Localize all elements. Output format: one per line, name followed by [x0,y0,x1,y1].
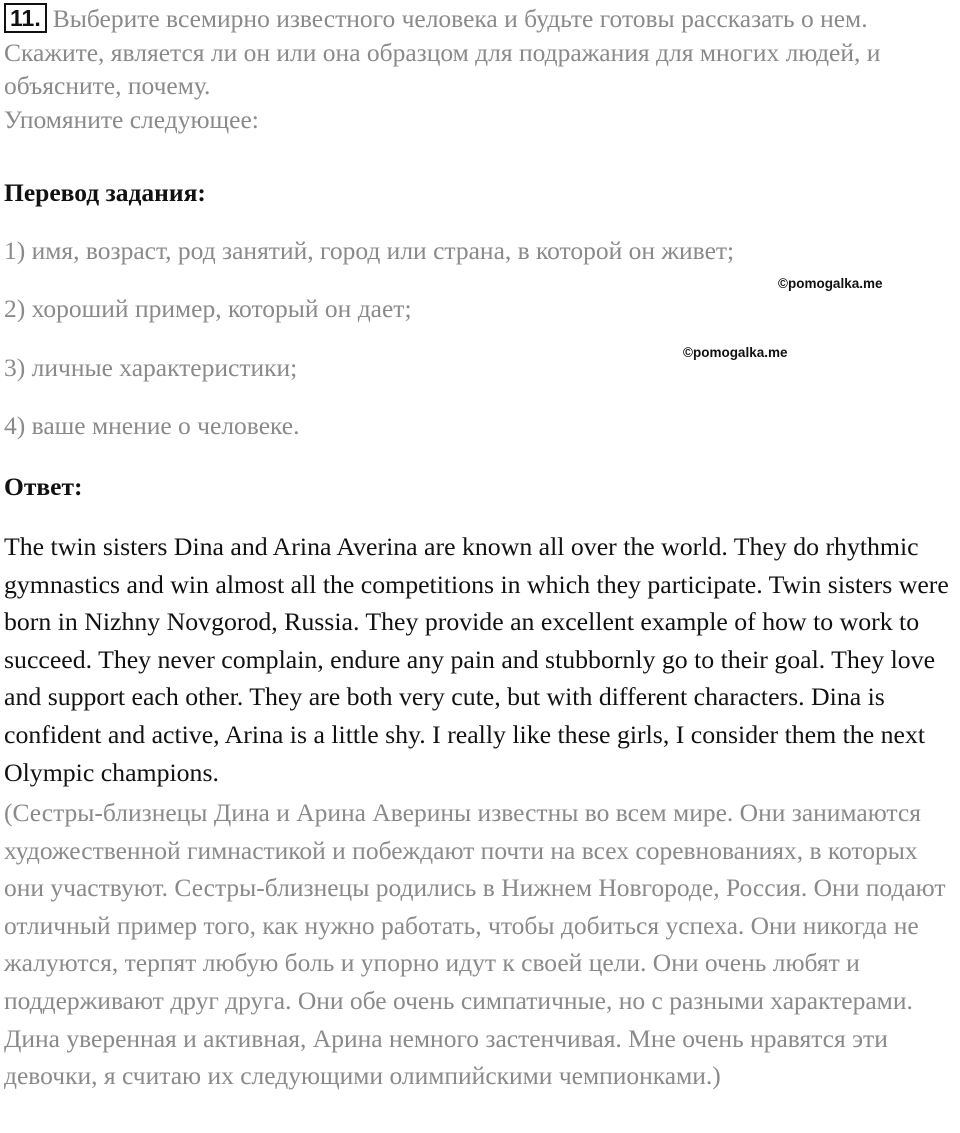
list-item: 4) ваше мнение о человеке. [4,411,300,440]
list-item: 3) личные характеристики; [4,353,298,382]
list-item: 1) имя, возраст, род занятий, город или страна, в которой он живет; [4,236,735,265]
list-item: 2) хороший пример, который он дает; [4,294,412,323]
task-statement [4,2,954,136]
watermark: ©pomogalka.me [683,345,788,360]
answer-heading: Ответ: [4,472,83,501]
task-number-box: 11. [4,3,47,33]
answer-russian-paragraph: (Сестры-близнецы Дина и Арина Аверины известны во всем мире. Они занимаются художественной гимнастикой и побеждают почти на всех соревнованиях, в которых они участвуют. Сестры-близнецы родились в Нижнем Новгороде, Россия. Они подают отличный пример того, как нужно работать, чтобы добиться успеха. Они никогда не жалуются, терпят любую боль и упорно идут к своей цели. Они очень любят и поддерживают друг друга. Они обе очень симпатичные, но с разными характерами. Дина уверенная и активная, Арина немного застенчивая. Мне очень нравятся эти девочки, я считаю их следующими олимпийскими чемпионками.) [4,798,946,1091]
task-mention: Упомяните следующее: [4,104,259,134]
task-text: Выберите всемирно известного человека и будьте готовы рассказать о нем. Скажите, является ли он или она образцом для подражания для многих людей, и объясните, почему. [4,4,881,100]
answer-english-paragraph: The twin sisters Dina and Arina Averina are known all over the world. They do rhythmic gymnastics and win almost all the competitions in which they participate. Twin sisters were born in Nizhny Novgorod, Russia. They provide an excellent example of how to work to succeed. They never complain, endure any pain and stubbornly go to their goal. They love and support each other. They are both very cute, but with different characters. Dina is confident and active, Arina is a little shy. I really like these girls, I consider them the next Olympic champions. [4,532,949,787]
translation-heading: Перевод задания: [4,178,206,207]
watermark: ©pomogalka.me [778,276,883,291]
